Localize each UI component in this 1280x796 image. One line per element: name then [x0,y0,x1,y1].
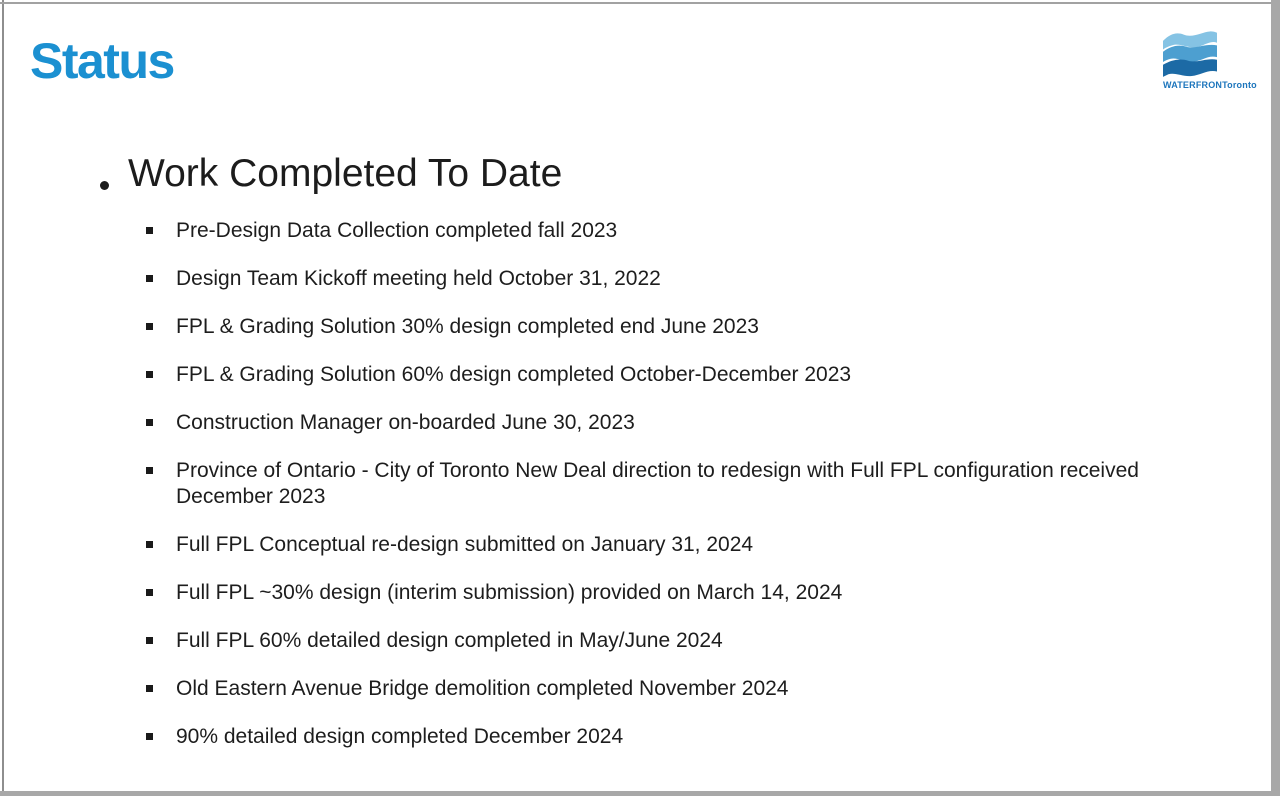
list-item-text: Province of Ontario - City of Toronto New Deal direction to redesign with Full FPL configuration received December 2023 [176,459,1139,508]
list-item [146,532,1224,558]
square-bullet-icon [146,371,153,378]
square-bullet-icon [146,637,153,644]
list-item [146,458,1224,510]
waterfront-waves-icon [1163,30,1217,77]
list-item-text: 90% detailed design completed December 2024 [176,725,624,748]
square-bullet-icon [146,733,153,740]
waterfront-toronto-logo [1163,30,1257,90]
list-item [146,218,1224,244]
list-item-text: FPL & Grading Solution 60% design completed October-December 2023 [176,363,852,386]
square-bullet-icon [146,419,153,426]
list-item-text: FPL & Grading Solution 30% design completed end June 2023 [176,315,759,338]
square-bullet-icon [146,275,153,282]
list-item-text: Full FPL 60% detailed design completed in May/June 2024 [176,629,723,652]
list-item-text: Full FPL ~30% design (interim submission) provided on March 14, 2024 [176,581,843,604]
square-bullet-icon [146,685,153,692]
list-item [146,362,1224,388]
slide-border-left [2,0,4,791]
square-bullet-icon [146,541,153,548]
work-completed-list [146,218,1224,772]
section-heading: Work Completed To Date [128,152,563,195]
list-item [146,676,1224,702]
square-bullet-icon [146,467,153,474]
logo-wordmark: WATERFRONToronto [1163,80,1257,90]
list-item-text: Design Team Kickoff meeting held October 31, 2022 [176,267,661,290]
list-item-text: Pre-Design Data Collection completed fall 2023 [176,219,618,242]
list-item [146,410,1224,436]
list-item-text: Full FPL Conceptual re-design submitted on January 31, 2024 [176,533,754,556]
list-item-text: Construction Manager on-boarded June 30, 2023 [176,411,635,434]
list-item [146,724,1224,750]
list-item-text: Old Eastern Avenue Bridge demolition completed November 2024 [176,677,789,700]
list-item [146,580,1224,606]
round-bullet-icon [100,181,109,190]
square-bullet-icon [146,227,153,234]
list-item [146,628,1224,654]
square-bullet-icon [146,589,153,596]
list-item [146,314,1224,340]
slide-border-top [0,2,1271,4]
slide-title: Status [30,33,174,89]
list-item [146,266,1224,292]
square-bullet-icon [146,323,153,330]
